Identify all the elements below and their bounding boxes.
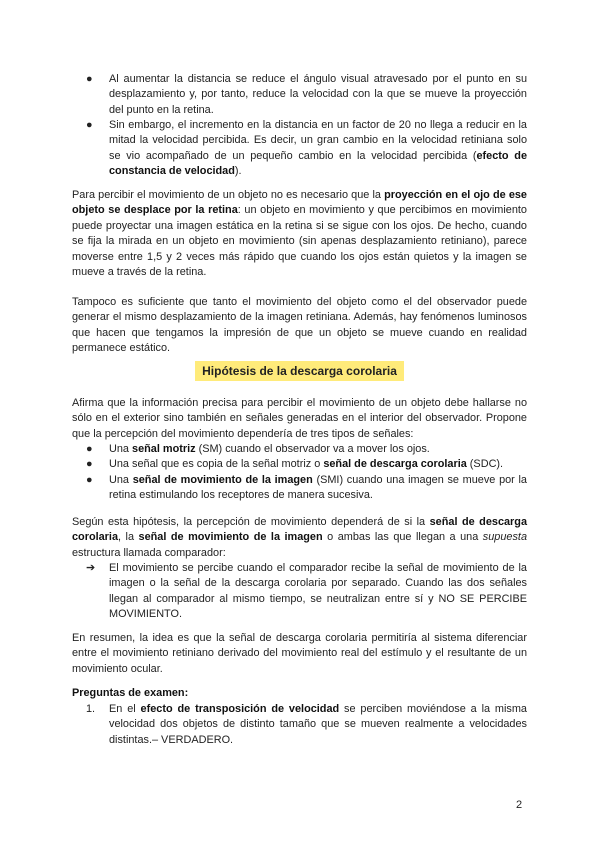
bullet-marker: ● [86,119,93,131]
bullet-marker: ● [86,443,93,455]
section-heading: Hipótesis de la descarga corolaria [72,364,527,380]
bullet-marker: ● [86,458,93,470]
page-number: 2 [516,799,523,811]
bullet-marker: ● [86,474,93,486]
intro-bullet-2: Sin embargo, el incremento en la distancia en un factor de 20 no llega a reducir en la mitad la velocidad percibida. Es decir, un gran cambio en la velocidad retiniana solo se vio acompañado de un pequeño cambio en la velocidad percibida (efecto de constancia de velocidad). [109,119,528,178]
paragraph-comparator: Según esta hipótesis, la percepción de movimiento dependerá de si la señal de descarga corolaria, la señal de movimiento de la imagen o ambas las que llegan a una supuesta estructura llamada comparador: [72,516,527,559]
signal-item-corollary: Una señal que es copia de la señal motriz o señal de descarga corolaria (SDC). [109,458,504,470]
bullet-marker: ● [86,73,93,85]
exam-question-1: En el efecto de transposición de velocidad se perciben moviéndose a la misma velocidad dos objetos de distinto tamaño que se mueven realmente a velocidades distintas.– VERDADERO. [109,703,527,746]
paragraph-summary: En resumen, la idea es que la señal de descarga corolaria permitiría al sistema diferenciar entre el movimiento retiniano derivado del movimiento real del estímulo y el resultante de un movimiento ocular. [72,632,527,675]
paragraph-observer-movement: Tampoco es suficiente que tanto el movimiento del objeto como el del observador puede generar el mismo desplazamiento de la imagen retiniana. Además, hay fenómenos luminosos que hacen que tengamos la impresión de que un objeto se mueve cuando en realidad permanece estático. [72,296,527,355]
exam-heading: Preguntas de examen: [72,687,189,699]
intro-bullet-1: Al aumentar la distancia se reduce el ángulo visual atravesado por el punto en su desplazamiento y, por tanto, reduce la velocidad con la que se mueve la proyección del punto en la retina. [109,73,527,116]
question-number: 1. [86,703,96,715]
signal-item-motor: Una señal motriz (SM) cuando el observador va a mover los ojos. [109,443,430,455]
arrow-marker: ➔ [86,562,96,574]
arrow-item-comparator: El movimiento se percibe cuando el comparador recibe la señal de movimiento de la imagen o la señal de la descarga corolaria por separado. Cuando las dos señales llegan al comparador al mismo tiempo, se neutralizan entre sí y NO SE PERCIBE MOVIMIENTO. [109,562,527,621]
paragraph-hypothesis-intro: Afirma que la información precisa para percibir el movimiento de un objeto debe hallarse no sólo en el exterior sino también en señales generadas en el interior del observador. Propone que la percepción del movimiento dependería de tres tipos de señales: [72,397,527,440]
paragraph-retinal-projection: Para percibir el movimiento de un objeto no es necesario que la proyección en el ojo de ese objeto se desplace por la retina: un objeto en movimiento y que percibimos en movimiento puede proyectar una imagen estática en la retina si se sigue con los ojos. De hecho, cuando se fija la mirada en un objeto en movimiento (sin apenas desplazamiento retiniano), parece moverse entre 1,5 y 2 veces más rápido que cuando los ojos están quietos y la imagen se mueve a través de la retina. [72,189,527,279]
signal-item-image-movement: Una señal de movimiento de la imagen (SMI) cuando una imagen se mueve por la retina estimulando los receptores de manera sucesiva. [109,474,527,502]
